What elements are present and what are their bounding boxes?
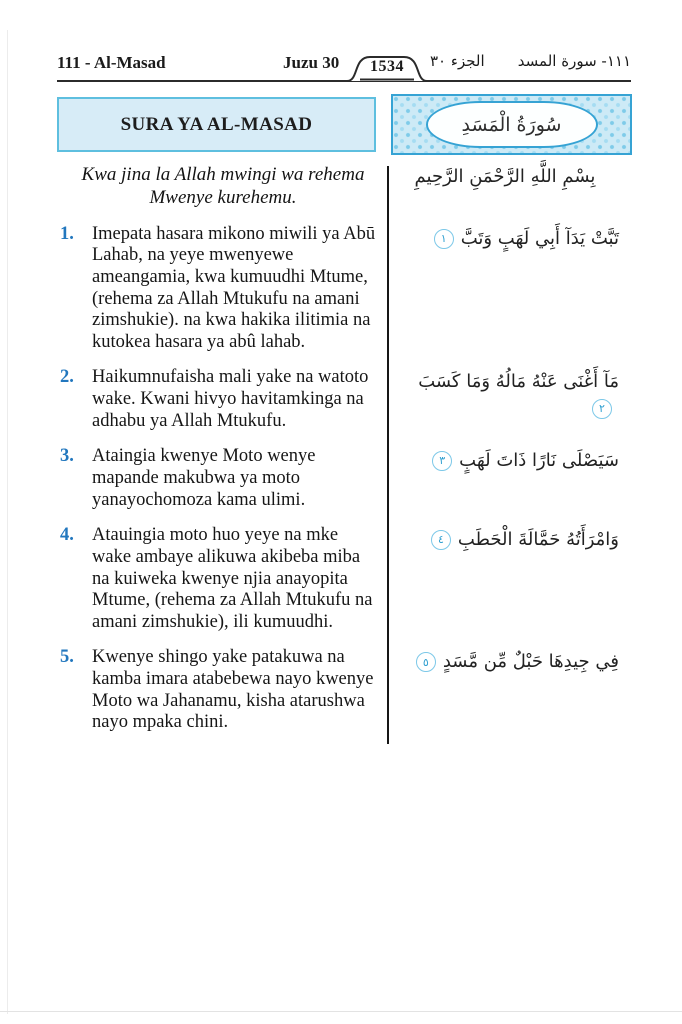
verse-row-swahili (57, 367, 387, 446)
verse-end-marker: ٢ (592, 399, 612, 419)
verse-end-marker: ٣ (432, 451, 452, 471)
header-sura-title-latin: 111 - Al-Masad (57, 53, 166, 72)
verse-row-arabic (387, 647, 632, 748)
verse-row-swahili (57, 647, 387, 748)
intro-cell-arabic (387, 164, 632, 224)
verse-text-arabic: مَآ أَغْنَى عَنْهُ مَالُهُ وَمَا كَسَبَ (418, 371, 619, 393)
header-rule (57, 80, 631, 82)
sura-banner-arabic-ornamental-frame (391, 94, 632, 155)
verse-text-swahili: Haikumnufaisha mali yake na watoto wake. Kwani hivyo havitamkinga na adhabu ya Allah Mtukufu. (92, 367, 369, 431)
verse-number: 4. (60, 525, 74, 546)
page-number-tab (346, 54, 428, 82)
verse-row-swahili (57, 446, 387, 525)
verse-number: 3. (60, 446, 74, 467)
bismillah: بِسْمِ اللَّهِ الرَّحْمَنِ الرَّحِيمِ (414, 166, 596, 187)
sura-title-cartouche (426, 101, 598, 148)
scan-edge-left (7, 30, 8, 1014)
verse-text-arabic: تَبَّتْ يَدَآ أَبِي لَهَبٍ وَتَبَّ (460, 227, 619, 249)
verse-text-swahili: Ataingia kwenye Moto wenye mapande makubwa ya moto yanayochomoza kama ulimi. (92, 446, 316, 510)
verse-row-arabic (387, 446, 632, 525)
sura-banner-latin (57, 97, 376, 152)
verse-end-marker: ١ (434, 229, 454, 249)
verse-row-arabic (387, 224, 632, 368)
sura-banner-latin-title: SURA YA AL-MASAD (120, 113, 313, 135)
verse-row-swahili (57, 224, 387, 368)
intro-cell-swahili (57, 164, 387, 224)
verse-text-swahili: Atauingia moto huo yeye na mke wake ambaye alikuwa akibeba miba na kuiweka kwenye njia anayopita Mtume, (rehema za Allah Mtukufu na amani zimshukie), ili kumuudhi. (92, 525, 373, 632)
header-sura-title-arabic: ١١١- سورة المسد (517, 52, 631, 70)
verse-row-swahili (57, 525, 387, 647)
verse-end-marker: ٥ (416, 652, 436, 672)
header-juz-arabic: الجزء ٣٠ (430, 52, 485, 70)
column-divider (387, 166, 389, 744)
verse-text-arabic: فِي جِيدِهَا حَبْلٌ مِّن مَّسَدٍ (442, 651, 619, 673)
verse-row-arabic (387, 367, 632, 446)
verse-text-swahili: Imepata hasara mikono miwili ya Abū Lahab, na yeye mwenyewe ameangamia, kwa kumuudhi Mtume, (rehema za Allah Mtukufu na amani zimshukie). na kwa hakika ilitimia na kutokea hasara ya abû lahab. (92, 223, 376, 352)
verse-content (57, 164, 632, 748)
scan-edge-bottom (0, 1011, 682, 1012)
verse-text-swahili: Kwenye shingo yake patakuwa na kamba imara atabebewa nayo kwenye Moto wa Jahanamu, kisha atarushwa nayo mpaka chini. (92, 647, 374, 733)
verse-text-arabic: سَيَصْلَى نَارًا ذَاتَ لَهَبٍ (459, 450, 619, 472)
verse-text-arabic: وَامْرَأَتُهُ حَمَّالَةَ الْحَطَبِ (457, 529, 619, 551)
invocation-swahili: Kwa jina la Allah mwingi wa rehema Mwenye kurehemu. (81, 164, 365, 208)
verse-row-arabic (387, 525, 632, 647)
verse-number: 5. (60, 647, 74, 668)
verse-number: 1. (60, 223, 74, 244)
page-number: 1534 (370, 58, 404, 75)
header-juzu-label: Juzu 30 (283, 53, 340, 72)
sura-banner-arabic-title: سُورَةُ الْمَسَدِ (461, 113, 562, 136)
verse-end-marker: ٤ (431, 530, 451, 550)
verse-number: 2. (60, 367, 74, 388)
